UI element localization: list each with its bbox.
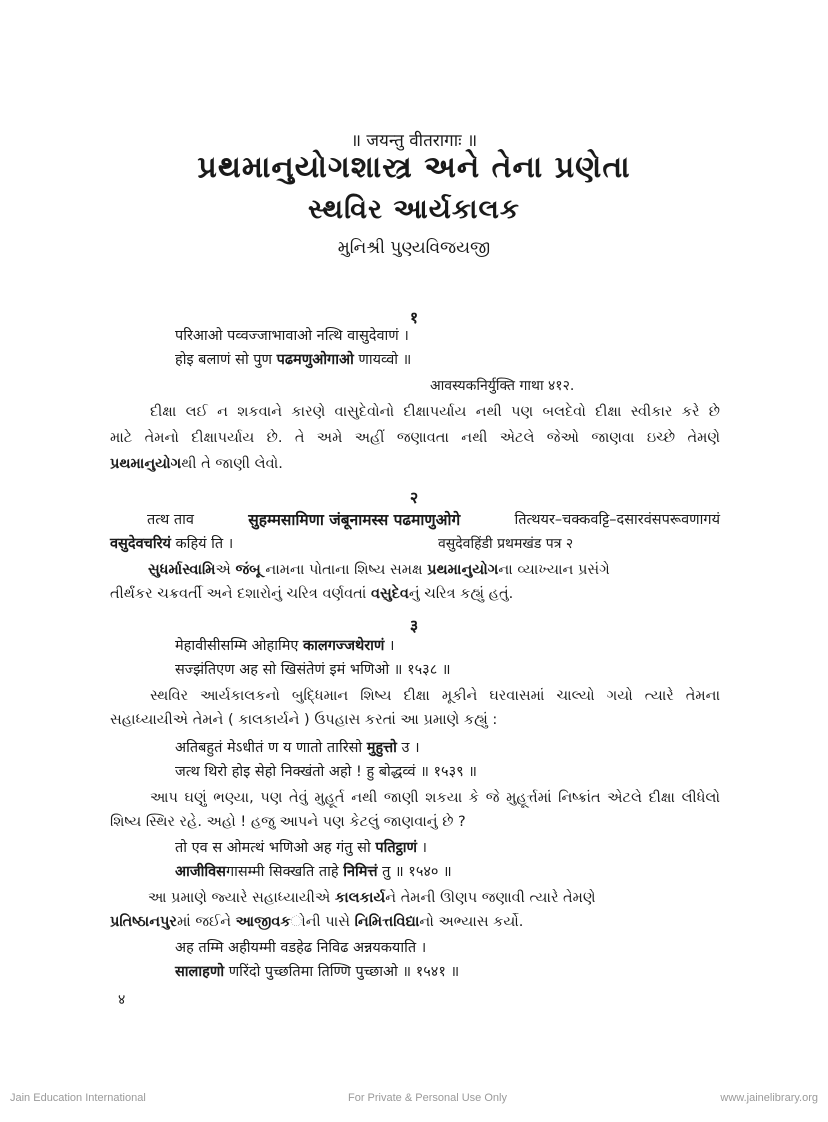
page-number: ४	[118, 992, 126, 1008]
section-number-2: २	[409, 488, 419, 507]
verse-line: मेहावीसीसम्मि ओहामिए कालगज्जथेराणं ।	[175, 638, 395, 654]
verse-line: तो एव स ओमत्थं भणिओ अह गंतु सो पतिट्ठाणं ।	[175, 840, 428, 856]
paragraph-line: સહાધ્યાયીએ તેમને ( કાલકાર્યને ) ઉપહાસ કરતાં આ પ્રમાણે કહ્યું :	[110, 712, 498, 728]
verse-line: सज्झंतिएण अह सो खिसंतेणं इमं भणिओ ॥ १५३८ ॥	[175, 662, 451, 678]
verse-line: सालाहणो णरिंदो पुच्छतिमा तिण्णि पुच्छाओ ॥ १५४१ ॥	[175, 964, 460, 980]
verse-line: होइ बलाणं सो पुण पढमणुओगाओ णायव्वो ॥	[175, 352, 412, 368]
prakrit-line: वसुदेवचरियं कहियं ति ।	[110, 536, 234, 552]
paragraph-line: આપ ઘણું ભણ્યા, પણ તેવું મુહૂર્ત નથી જાણી શકયા કે જે મુહૂર્ત્તમાં નિષ્ક્રાંત એટલે દીક્ષા લીધેલો	[150, 790, 720, 806]
paragraph-line: તીર્થંકર ચક્રવર્તી અને દશારોનું ચરિત્ર વર્ણવતાં વસુદેવનું ચરિત્ર કહ્યું હતું.	[110, 586, 514, 602]
page-subtitle: સ્થવિર આર્યકાલક	[308, 194, 520, 225]
section-number-3: ३	[409, 616, 419, 635]
citation: वसुदेवहिंडी प्रथमखंड पत्र २	[438, 536, 574, 552]
verse-line: आजीविसगासम्मी सिक्खति ताहे निमित्तं तु ॥ १५४० ॥	[175, 864, 452, 880]
paragraph-line: પ્રથમાનુયોગથી તે જાણી લેવો.	[110, 456, 283, 472]
paragraph-line: આ પ્રમાણે જ્યારે સહાધ્યાયીએ કાલકાર્યને તેમની ઊણપ જણાવી ત્યારે તેમણે	[148, 890, 596, 906]
paragraph-line: શિષ્ય સ્થિર રહે. અહો ! હજુ આપને પણ કેટલું જાણવાનું છે ?	[110, 814, 466, 830]
verse-line: अह तम्मि अहीयम्मी वडहेढ निविढ अन्नयकयाति ।	[175, 940, 427, 956]
invocation: ॥ जयन्तु वीतरागाः ॥	[350, 131, 478, 151]
verse-line: परिआओ पव्वज्जाभावाओ नत्थि वासुदेवाणं ।	[175, 328, 409, 344]
footer-website-link[interactable]: www.jainelibrary.org	[720, 1092, 818, 1104]
section-number-1: १	[409, 308, 419, 327]
citation: आवस्यकनिर्युक्ति गाथा ४१२.	[430, 378, 575, 394]
paragraph-line: સ્થવિર આર્યકાલકનો બુદ્ધિમાન શિષ્ય દીક્ષા મૂકીને ઘરવાસમાં ચાલ્યો ગયો ત્યારે તેમના	[150, 688, 720, 704]
author: મુનિશ્રી પુણ્યવિજયજી	[337, 238, 491, 258]
page-title: પ્રથમાનુયોગશાસ્ત્ર અને તેના પ્રણેતા	[197, 150, 631, 185]
footer-notice: For Private & Personal Use Only	[348, 1092, 507, 1104]
verse-line: अतिबहुतं मेऽधीतं ण य णातो तारिसो मुहुत्तो उ ।	[175, 740, 420, 756]
paragraph-line: માટે તેમનો દીક્ષાપર્યાય છે. તે અમે અહીં જણાવતા નથી એટલે જેઓ જાણવા ઇચ્છે તેમણે	[110, 430, 720, 446]
paragraph-line: દીક્ષા લઈ ન શકવાને કારણે વાસુદેવોનો દીક્ષાપર્યાય નથી પણ બલદેવો દીક્ષા સ્વીકાર કરે છે	[150, 404, 720, 420]
footer-publisher: Jain Education International	[10, 1092, 146, 1104]
prakrit-line: तत्थ ताव सुहम्मसामिणा जंबूनामस्स पढमाणुओगे तित्थयर–चक्कवट्टि–दसारवंसपरूवणागयं	[147, 511, 720, 529]
paragraph-line: સુધર્માસ્વામિએ જંબૂ નામના પોતાના શિષ્ય સમક્ષ પ્રથમાનુયોગના વ્યાખ્યાન પ્રસંગે	[148, 562, 610, 578]
paragraph-line: પ્રતિષ્ઠાનપુરમાં જઈને આજીવકોની પાસે નિમિત્તવિદ્યાનો અભ્યાસ કર્યો.	[110, 914, 524, 930]
verse-line: जत्थ थिरो होइ सेहो निक्खंतो अहो ! हु बोद्धव्वं ॥ १५३९ ॥	[175, 764, 477, 780]
